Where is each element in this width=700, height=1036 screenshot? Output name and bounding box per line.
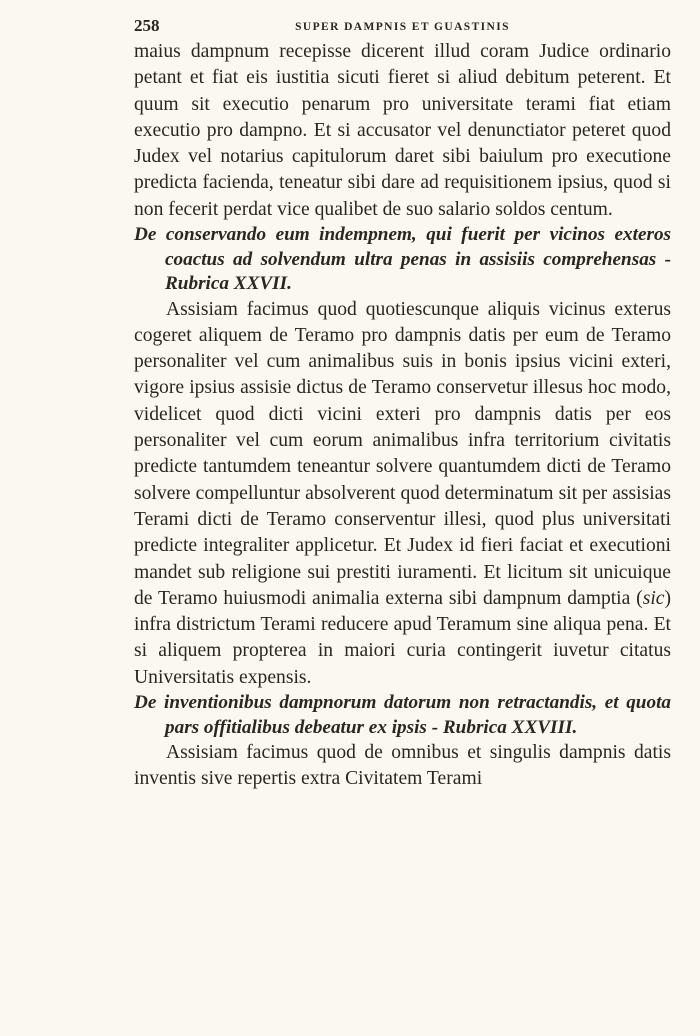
paragraph-text-after-sic: ) infra districtum Terami reducere apud Teramum sine aliqua pena. Et si aliquem propterea in maiori curia contingerit iuvetur citatus Universitatis expensis. [134, 587, 671, 688]
rubric-heading-xxviii: De inventionibus dampnorum datorum non retractandis, et quota pars offitialibus debeatur ex ipsis - Rubrica XXVIII. [134, 692, 671, 738]
page-header [134, 12, 671, 38]
book-page [134, 12, 671, 793]
running-head: SUPER DAMPNIS ET GUASTINIS [295, 21, 510, 33]
rubric-heading-xxvii: De conservando eum indempnem, qui fuerit per vicinos exteros coactus ad solvendum ultra penas in assisiis comprehensas - Rubrica XXVII. [134, 224, 671, 295]
body-paragraph-rubric-xxviii: Assisiam facimus quod de omnibus et singulis dampnis datis inventis sive repertis extra Civitatem Terami [134, 742, 671, 790]
paragraph-text-before-sic: Assisiam facimus quod quotiescunque aliquis vicinus exterus cogeret aliquem de Teramo pro dampnis datis per eum de Teramo personaliter vel cum animalibus suis in bonis ipsius vicini exteri, vigore ipsius assisie dictus de Teramo conservetur illesus hoc modo, videlicet quod dicti vicini exteri pro dampnis datis per eos personaliter vel cum eorum animalibus infra territorium civitatis predicte tantumdem teneantur solvere quantumdem dicti de Teramo solvere compelluntur absolverent quod determinatum sit per assisias Terami dicti de Teramo conserventur illesi, quod plus universitati predicte integraliter applicetur. Et Judex id fieri faciat et executioni mandet sub religione sui prestiti iuramenti. Et licitum sit unicuique de Teramo huiusmodi animalia externa sibi dampnum damptia ( [134, 298, 671, 609]
body-paragraph-continuation: maius dampnum recepisse dicerent illud coram Judice ordinario petant et fiat eis iustitia sicuti fieret si aliud debitum peterent. Et quum sit executio penarum pro universitate terami fiat etiam executio pro dampno. Et si accusator vel denunctiator peteret quod Judex vel notarius capitulorum daret sibi baiulum pro executione predicta facienda, teneatur sibi dare ad requisitionem ipsius, quod si non fecerit perdat vice qualibet de suo salario soldos centum. [134, 41, 671, 220]
body-paragraph-rubric-xxvii [134, 297, 671, 691]
page-number: 258 [134, 16, 160, 35]
sic-annotation: sic [642, 587, 665, 609]
